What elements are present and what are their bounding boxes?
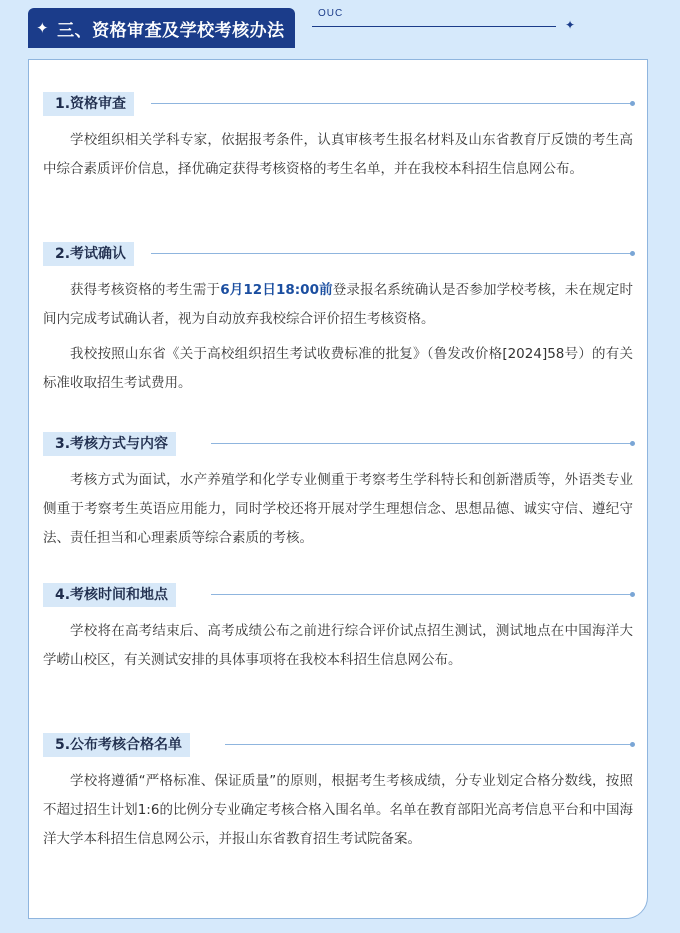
sparkle-icon: ✦ <box>36 19 50 37</box>
section-title: 2.考试确认 <box>43 242 134 266</box>
section-heading <box>43 92 635 116</box>
paragraph-text: 获得考核资格的考生需于 <box>70 282 221 298</box>
section-divider <box>211 594 631 595</box>
dot-icon <box>630 742 635 747</box>
paragraph-text: 登录报名系统确认是否参加学校考核，未在规定时间内完成考试确认者，视为自动放弃我校综合评价招生考核资格。 <box>43 282 634 327</box>
paragraph: 学校将在高考结束后、高考成绩公布之前进行综合评价试点招生测试，测试地点在中国海洋大学崂山校区，有关测试安排的具体事项将在我校本科招生信息网公布。 <box>43 623 633 668</box>
section-heading <box>43 242 635 266</box>
dot-icon <box>630 101 635 106</box>
dot-icon <box>630 592 635 597</box>
section-assessment-method <box>43 432 635 546</box>
section-time-location <box>43 583 635 668</box>
paragraph: 我校按照山东省《关于高校组织招生考试收费标准的批复》（鲁发改价格[2024]58号）的有关标准收取招生考试费用。 <box>43 346 633 391</box>
section-title: 3.考核方式与内容 <box>43 432 176 456</box>
content-card <box>28 59 648 919</box>
paragraph <box>43 276 633 334</box>
header-divider <box>312 26 556 27</box>
dot-icon <box>630 251 635 256</box>
section-divider <box>151 103 631 104</box>
deadline-highlight: 6月12日18:00前 <box>220 282 333 298</box>
ouc-tag: OUC <box>318 8 344 19</box>
section-title: 1.资格审查 <box>43 92 134 116</box>
section-title: 4.考核时间和地点 <box>43 583 176 607</box>
section-divider <box>225 744 631 745</box>
paragraph: 学校组织相关学科专家，依据报考条件，认真审核考生报名材料及山东省教育厅反馈的考生高中综合素质评价信息，择优确定获得考核资格的考生名单，并在我校本科招生信息网公布。 <box>43 132 633 177</box>
paragraph: 考核方式为面试，水产养殖学和化学专业侧重于考察考生学科特长和创新潜质等，外语类专业侧重于考察考生英语应用能力，同时学校还将开展对学生理想信念、思想品德、诚实守信、遵纪守法、责任担当和心理素质等综合素质的考核。 <box>43 472 633 546</box>
section-header-tab <box>28 8 295 48</box>
section-exam-confirmation <box>43 242 635 391</box>
section-header-title: 三、资格审查及学校考核办法 <box>57 20 285 41</box>
section-qualified-list <box>43 733 635 847</box>
section-heading <box>43 583 635 607</box>
section-qualification-review <box>43 92 635 177</box>
section-divider <box>151 253 631 254</box>
sparkle-icon: ✦ <box>565 18 576 32</box>
section-heading <box>43 733 635 757</box>
dot-icon <box>630 441 635 446</box>
section-title: 5.公布考核合格名单 <box>43 733 190 757</box>
section-heading <box>43 432 635 456</box>
section-divider <box>211 443 631 444</box>
paragraph: 学校将遵循“严格标准、保证质量”的原则，根据考生考核成绩，分专业划定合格分数线，按照不超过招生计划1:6的比例分专业确定考核合格入围名单。名单在教育部阳光高考信息平台和中国海洋大学本科招生信息网公示，并报山东省教育招生考试院备案。 <box>43 773 633 847</box>
